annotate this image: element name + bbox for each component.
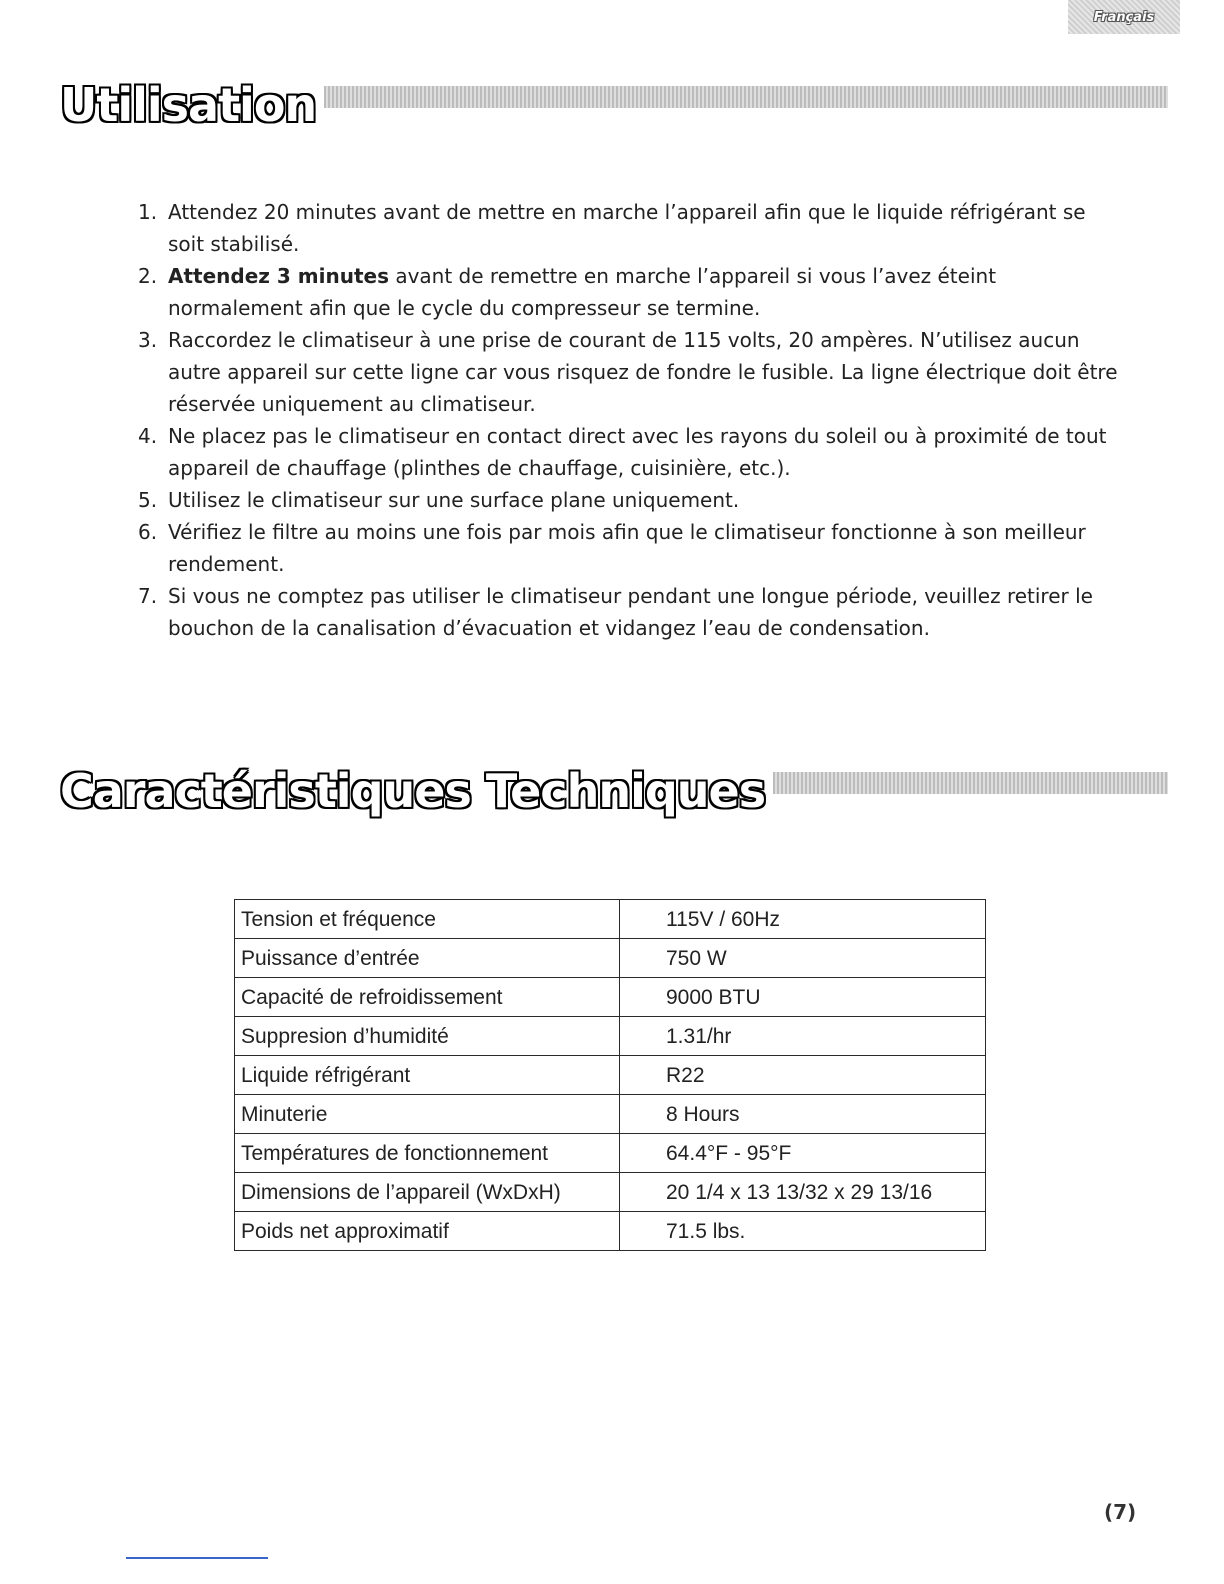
spec-value: 750 W bbox=[620, 939, 986, 978]
item-number: 6. bbox=[138, 520, 158, 544]
item-number: 7. bbox=[138, 584, 158, 608]
table-row bbox=[235, 1212, 986, 1251]
spec-value: 71.5 lbs. bbox=[620, 1212, 986, 1251]
table-row bbox=[235, 900, 986, 939]
list-item bbox=[138, 580, 1118, 644]
table-row bbox=[235, 1095, 986, 1134]
spec-label: Liquide réfrigérant bbox=[235, 1056, 620, 1095]
item-text bbox=[168, 484, 1118, 516]
spec-label: Dimensions de l’appareil (WxDxH) bbox=[235, 1173, 620, 1212]
item-body: avant de remettre en marche l’appareil si vous l’avez éteint normalement afin que le cycle du compresseur se termine. bbox=[168, 264, 997, 320]
item-emphasis: Attendez 3 minutes bbox=[168, 264, 389, 288]
table-row bbox=[235, 978, 986, 1017]
spec-label: Tension et fréquence bbox=[235, 900, 620, 939]
list-item bbox=[138, 484, 1118, 516]
item-number: 1. bbox=[138, 200, 158, 224]
spec-table bbox=[234, 899, 986, 1251]
language-tab: Français bbox=[1068, 0, 1180, 34]
spec-value: 1.31/hr bbox=[620, 1017, 986, 1056]
table-row bbox=[235, 1134, 986, 1173]
spec-value: R22 bbox=[620, 1056, 986, 1095]
spec-label: Minuterie bbox=[235, 1095, 620, 1134]
item-body: Si vous ne comptez pas utiliser le climatiseur pendant une longue période, veuillez retirer le bouchon de la canalisation d’évacuation et vidangez l’eau de condensation. bbox=[168, 584, 1093, 640]
section-title: Utilisation bbox=[60, 78, 317, 132]
heading-rule bbox=[773, 772, 1168, 794]
spec-label: Poids net approximatif bbox=[235, 1212, 620, 1251]
section-heading-utilisation bbox=[58, 78, 1168, 132]
page-number: (7) bbox=[1104, 1500, 1137, 1524]
item-text bbox=[168, 260, 1118, 324]
list-item bbox=[138, 260, 1118, 324]
item-body: Utilisez le climatiseur sur une surface plane uniquement. bbox=[168, 488, 740, 512]
spec-value: 115V / 60Hz bbox=[620, 900, 986, 939]
heading-rule bbox=[324, 86, 1168, 108]
section-title: Caractéristiques Techniques bbox=[60, 764, 766, 818]
spec-value: 9000 BTU bbox=[620, 978, 986, 1017]
usage-list bbox=[138, 196, 1118, 644]
list-item bbox=[138, 516, 1118, 580]
section-heading-caracteristiques bbox=[58, 764, 1168, 818]
table-row bbox=[235, 1056, 986, 1095]
item-text bbox=[168, 196, 1118, 260]
item-body: Vérifiez le filtre au moins une fois par mois afin que le climatiseur fonctionne à son meilleur rendement. bbox=[168, 520, 1086, 576]
bottom-divider bbox=[126, 1557, 268, 1559]
item-number: 4. bbox=[138, 424, 158, 448]
spec-label: Températures de fonctionnement bbox=[235, 1134, 620, 1173]
item-text bbox=[168, 420, 1118, 484]
spec-label: Suppresion d’humidité bbox=[235, 1017, 620, 1056]
table-row bbox=[235, 939, 986, 978]
list-item bbox=[138, 420, 1118, 484]
item-number: 2. bbox=[138, 264, 158, 288]
item-body: Raccordez le climatiseur à une prise de courant de 115 volts, 20 ampères. N’utilisez aucun autre appareil sur cette ligne car vous risquez de fondre le fusible. La ligne électrique doit être réservée uniquement au climatiseur. bbox=[168, 328, 1118, 416]
item-text bbox=[168, 580, 1118, 644]
table-row bbox=[235, 1173, 986, 1212]
item-body: Ne placez pas le climatiseur en contact direct avec les rayons du soleil ou à proximité de tout appareil de chauffage (plinthes de chauffage, cuisinière, etc.). bbox=[168, 424, 1107, 480]
spec-label: Puissance d’entrée bbox=[235, 939, 620, 978]
item-number: 5. bbox=[138, 488, 158, 512]
list-item bbox=[138, 324, 1118, 420]
item-body: Attendez 20 minutes avant de mettre en marche l’appareil afin que le liquide réfrigérant se soit stabilisé. bbox=[168, 200, 1086, 256]
item-number: 3. bbox=[138, 328, 158, 352]
list-item bbox=[138, 196, 1118, 260]
item-text bbox=[168, 324, 1118, 420]
spec-label: Capacité de refroidissement bbox=[235, 978, 620, 1017]
spec-value: 20 1/4 x 13 13/32 x 29 13/16 bbox=[620, 1173, 986, 1212]
spec-value: 8 Hours bbox=[620, 1095, 986, 1134]
item-text bbox=[168, 516, 1118, 580]
table-row bbox=[235, 1017, 986, 1056]
spec-value: 64.4°F - 95°F bbox=[620, 1134, 986, 1173]
